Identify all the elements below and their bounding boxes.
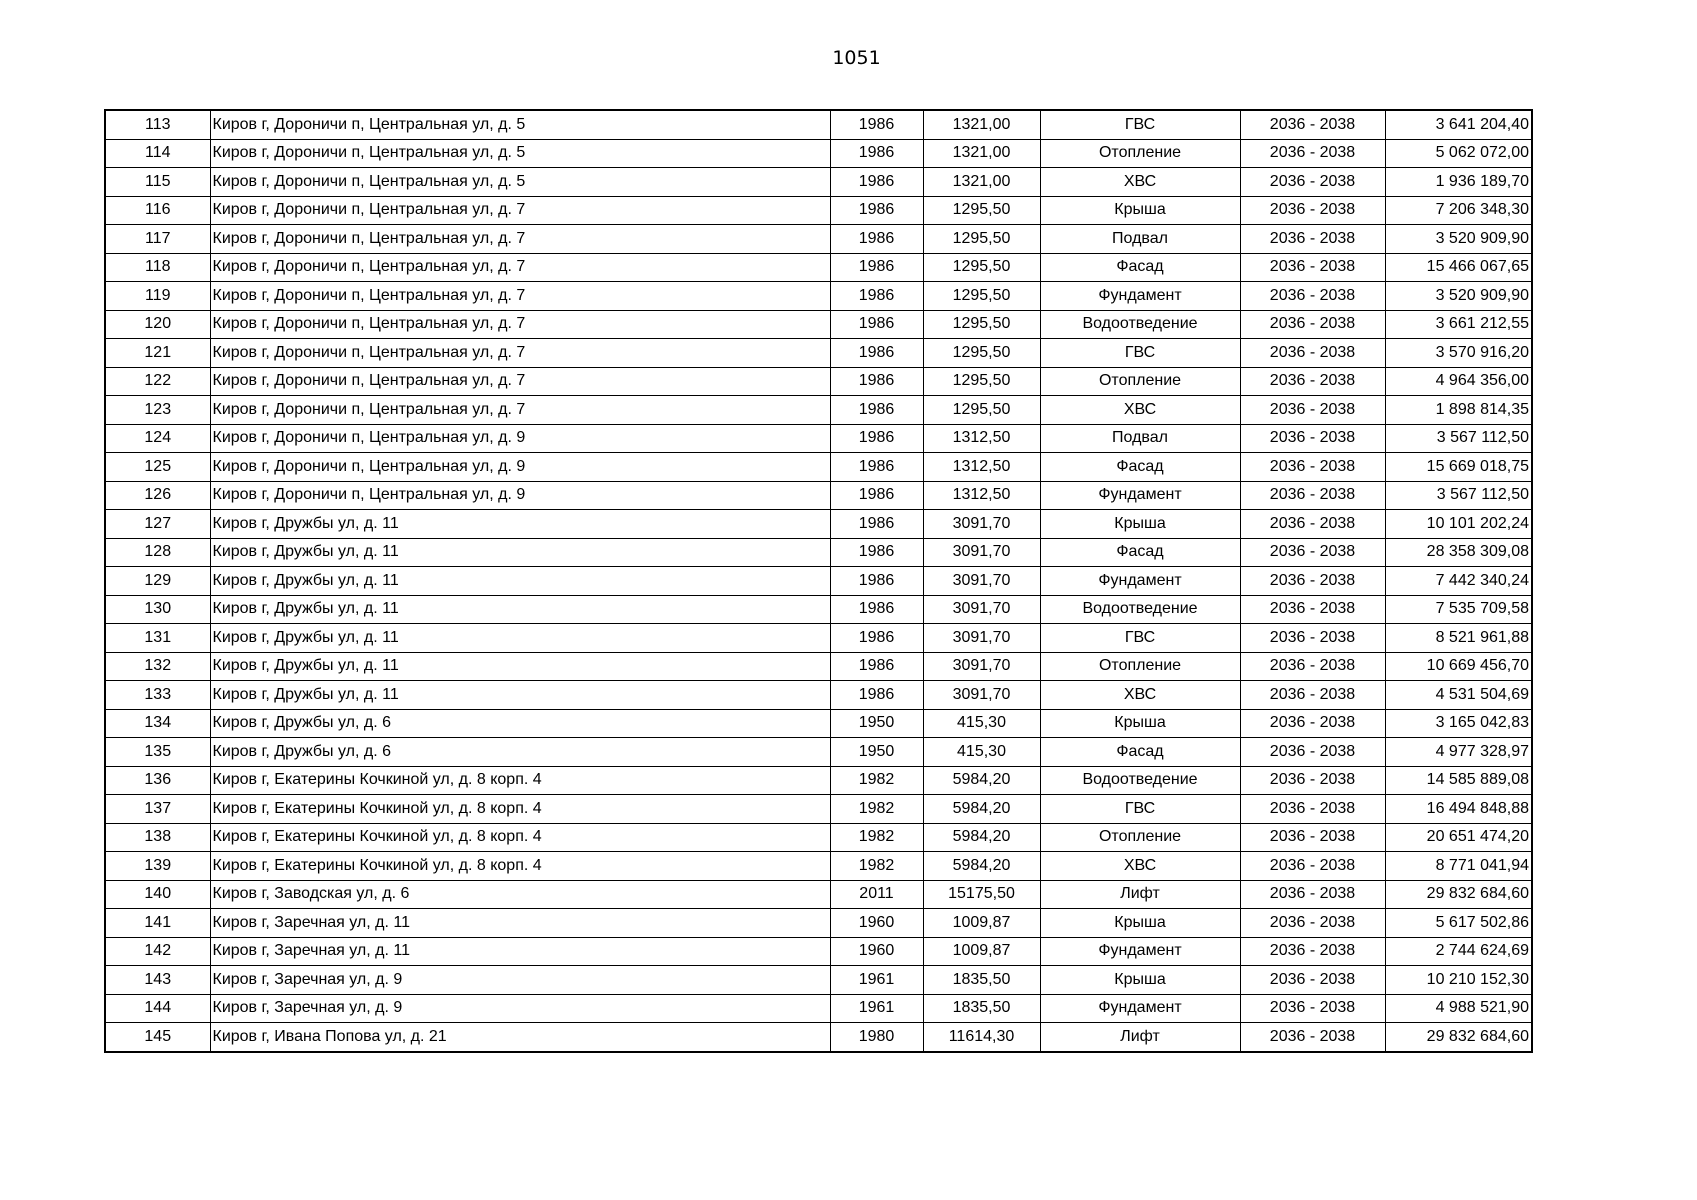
cost-cell: 4 977 328,97 [1385, 738, 1532, 767]
build-year-cell: 1986 [830, 624, 923, 653]
row-number-cell: 141 [105, 909, 210, 938]
area-cell: 1835,50 [923, 994, 1040, 1023]
area-cell: 5984,20 [923, 852, 1040, 881]
row-number-cell: 127 [105, 510, 210, 539]
period-cell: 2036 - 2038 [1240, 310, 1385, 339]
address-cell: Киров г, Заречная ул, д. 11 [210, 937, 830, 966]
work-type-cell: Фундамент [1040, 937, 1240, 966]
period-cell: 2036 - 2038 [1240, 909, 1385, 938]
address-cell: Киров г, Екатерины Кочкиной ул, д. 8 корп. 4 [210, 766, 830, 795]
table-body [105, 110, 1532, 1052]
cost-cell: 15 669 018,75 [1385, 453, 1532, 482]
row-number-cell: 119 [105, 282, 210, 311]
period-cell: 2036 - 2038 [1240, 110, 1385, 139]
row-number-cell: 145 [105, 1023, 210, 1052]
work-type-cell: Подвал [1040, 424, 1240, 453]
table-row [105, 909, 1532, 938]
period-cell: 2036 - 2038 [1240, 766, 1385, 795]
period-cell: 2036 - 2038 [1240, 937, 1385, 966]
row-number-cell: 113 [105, 110, 210, 139]
row-number-cell: 116 [105, 196, 210, 225]
cost-cell: 16 494 848,88 [1385, 795, 1532, 824]
address-cell: Киров г, Дороничи п, Центральная ул, д. 9 [210, 481, 830, 510]
build-year-cell: 1986 [830, 225, 923, 254]
work-type-cell: Крыша [1040, 966, 1240, 995]
table-row [105, 538, 1532, 567]
cost-cell: 10 669 456,70 [1385, 652, 1532, 681]
address-cell: Киров г, Екатерины Кочкиной ул, д. 8 корп. 4 [210, 852, 830, 881]
area-cell: 1295,50 [923, 253, 1040, 282]
cost-cell: 7 535 709,58 [1385, 595, 1532, 624]
table-row [105, 225, 1532, 254]
area-cell: 1312,50 [923, 453, 1040, 482]
build-year-cell: 1986 [830, 681, 923, 710]
build-year-cell: 1986 [830, 538, 923, 567]
period-cell: 2036 - 2038 [1240, 595, 1385, 624]
table-row [105, 652, 1532, 681]
area-cell: 5984,20 [923, 823, 1040, 852]
row-number-cell: 133 [105, 681, 210, 710]
address-cell: Киров г, Дружбы ул, д. 6 [210, 709, 830, 738]
cost-cell: 28 358 309,08 [1385, 538, 1532, 567]
work-type-cell: ГВС [1040, 795, 1240, 824]
row-number-cell: 138 [105, 823, 210, 852]
table-row [105, 880, 1532, 909]
address-cell: Киров г, Дороничи п, Центральная ул, д. 7 [210, 282, 830, 311]
table-row [105, 795, 1532, 824]
cost-cell: 29 832 684,60 [1385, 1023, 1532, 1052]
cost-cell: 1 936 189,70 [1385, 168, 1532, 197]
address-cell: Киров г, Дороничи п, Центральная ул, д. 5 [210, 110, 830, 139]
area-cell: 1295,50 [923, 225, 1040, 254]
build-year-cell: 1986 [830, 139, 923, 168]
cost-cell: 3 567 112,50 [1385, 481, 1532, 510]
work-type-cell: Подвал [1040, 225, 1240, 254]
period-cell: 2036 - 2038 [1240, 652, 1385, 681]
table-row [105, 196, 1532, 225]
table-row [105, 339, 1532, 368]
row-number-cell: 139 [105, 852, 210, 881]
area-cell: 15175,50 [923, 880, 1040, 909]
area-cell: 1295,50 [923, 196, 1040, 225]
cost-cell: 3 661 212,55 [1385, 310, 1532, 339]
area-cell: 1295,50 [923, 282, 1040, 311]
work-type-cell: ХВС [1040, 168, 1240, 197]
row-number-cell: 120 [105, 310, 210, 339]
address-cell: Киров г, Заречная ул, д. 11 [210, 909, 830, 938]
area-cell: 1312,50 [923, 481, 1040, 510]
build-year-cell: 1950 [830, 709, 923, 738]
row-number-cell: 124 [105, 424, 210, 453]
area-cell: 11614,30 [923, 1023, 1040, 1052]
cost-cell: 3 641 204,40 [1385, 110, 1532, 139]
period-cell: 2036 - 2038 [1240, 253, 1385, 282]
row-number-cell: 136 [105, 766, 210, 795]
build-year-cell: 1986 [830, 652, 923, 681]
address-cell: Киров г, Дружбы ул, д. 11 [210, 681, 830, 710]
address-cell: Киров г, Дороничи п, Центральная ул, д. 7 [210, 367, 830, 396]
table-row [105, 139, 1532, 168]
table-row [105, 481, 1532, 510]
cost-cell: 8 521 961,88 [1385, 624, 1532, 653]
build-year-cell: 1960 [830, 909, 923, 938]
period-cell: 2036 - 2038 [1240, 966, 1385, 995]
work-type-cell: ГВС [1040, 110, 1240, 139]
area-cell: 1312,50 [923, 424, 1040, 453]
work-type-cell: Крыша [1040, 510, 1240, 539]
address-cell: Киров г, Дороничи п, Центральная ул, д. 7 [210, 396, 830, 425]
area-cell: 3091,70 [923, 652, 1040, 681]
build-year-cell: 1986 [830, 110, 923, 139]
address-cell: Киров г, Екатерины Кочкиной ул, д. 8 корп. 4 [210, 823, 830, 852]
table-row [105, 852, 1532, 881]
area-cell: 1009,87 [923, 909, 1040, 938]
address-cell: Киров г, Дружбы ул, д. 11 [210, 538, 830, 567]
table-row [105, 994, 1532, 1023]
period-cell: 2036 - 2038 [1240, 795, 1385, 824]
work-type-cell: Фундамент [1040, 994, 1240, 1023]
build-year-cell: 1986 [830, 481, 923, 510]
cost-cell: 7 206 348,30 [1385, 196, 1532, 225]
cost-cell: 14 585 889,08 [1385, 766, 1532, 795]
area-cell: 5984,20 [923, 795, 1040, 824]
row-number-cell: 132 [105, 652, 210, 681]
row-number-cell: 142 [105, 937, 210, 966]
work-type-cell: Крыша [1040, 196, 1240, 225]
period-cell: 2036 - 2038 [1240, 196, 1385, 225]
work-type-cell: Крыша [1040, 709, 1240, 738]
table-row [105, 681, 1532, 710]
period-cell: 2036 - 2038 [1240, 396, 1385, 425]
row-number-cell: 123 [105, 396, 210, 425]
address-cell: Киров г, Дороничи п, Центральная ул, д. 7 [210, 225, 830, 254]
row-number-cell: 134 [105, 709, 210, 738]
table-row [105, 367, 1532, 396]
table-row [105, 1023, 1532, 1052]
period-cell: 2036 - 2038 [1240, 709, 1385, 738]
row-number-cell: 135 [105, 738, 210, 767]
area-cell: 1295,50 [923, 367, 1040, 396]
work-type-cell: ХВС [1040, 681, 1240, 710]
period-cell: 2036 - 2038 [1240, 168, 1385, 197]
build-year-cell: 1982 [830, 766, 923, 795]
page-number: 1051 [832, 47, 881, 69]
table-row [105, 110, 1532, 139]
area-cell: 1835,50 [923, 966, 1040, 995]
build-year-cell: 1982 [830, 795, 923, 824]
cost-cell: 29 832 684,60 [1385, 880, 1532, 909]
period-cell: 2036 - 2038 [1240, 994, 1385, 1023]
table-row [105, 396, 1532, 425]
address-cell: Киров г, Дружбы ул, д. 11 [210, 624, 830, 653]
build-year-cell: 1986 [830, 282, 923, 311]
work-type-cell: Крыша [1040, 909, 1240, 938]
build-year-cell: 1986 [830, 510, 923, 539]
table-row [105, 282, 1532, 311]
row-number-cell: 131 [105, 624, 210, 653]
work-type-cell: Фундамент [1040, 282, 1240, 311]
build-year-cell: 1986 [830, 168, 923, 197]
table-row [105, 766, 1532, 795]
build-year-cell: 1960 [830, 937, 923, 966]
period-cell: 2036 - 2038 [1240, 453, 1385, 482]
table-row [105, 738, 1532, 767]
table-row [105, 823, 1532, 852]
address-cell: Киров г, Дружбы ул, д. 11 [210, 567, 830, 596]
area-cell: 1009,87 [923, 937, 1040, 966]
area-cell: 1295,50 [923, 396, 1040, 425]
cost-cell: 5 617 502,86 [1385, 909, 1532, 938]
row-number-cell: 137 [105, 795, 210, 824]
cost-cell: 3 570 916,20 [1385, 339, 1532, 368]
address-cell: Киров г, Дороничи п, Центральная ул, д. 5 [210, 139, 830, 168]
period-cell: 2036 - 2038 [1240, 139, 1385, 168]
row-number-cell: 122 [105, 367, 210, 396]
cost-cell: 4 964 356,00 [1385, 367, 1532, 396]
table-row [105, 937, 1532, 966]
row-number-cell: 115 [105, 168, 210, 197]
build-year-cell: 1980 [830, 1023, 923, 1052]
build-year-cell: 2011 [830, 880, 923, 909]
address-cell: Киров г, Дороничи п, Центральная ул, д. 7 [210, 253, 830, 282]
row-number-cell: 143 [105, 966, 210, 995]
build-year-cell: 1986 [830, 196, 923, 225]
work-type-cell: Водоотведение [1040, 595, 1240, 624]
period-cell: 2036 - 2038 [1240, 424, 1385, 453]
address-cell: Киров г, Дороничи п, Центральная ул, д. 5 [210, 168, 830, 197]
table-row [105, 624, 1532, 653]
area-cell: 415,30 [923, 738, 1040, 767]
build-year-cell: 1986 [830, 595, 923, 624]
area-cell: 1321,00 [923, 139, 1040, 168]
work-type-cell: Отопление [1040, 139, 1240, 168]
address-cell: Киров г, Дружбы ул, д. 11 [210, 595, 830, 624]
address-cell: Киров г, Дороничи п, Центральная ул, д. 7 [210, 339, 830, 368]
build-year-cell: 1986 [830, 367, 923, 396]
period-cell: 2036 - 2038 [1240, 282, 1385, 311]
work-type-cell: Фасад [1040, 538, 1240, 567]
address-cell: Киров г, Дружбы ул, д. 11 [210, 510, 830, 539]
area-cell: 3091,70 [923, 681, 1040, 710]
build-year-cell: 1961 [830, 966, 923, 995]
area-cell: 1295,50 [923, 339, 1040, 368]
address-cell: Киров г, Дороничи п, Центральная ул, д. 9 [210, 453, 830, 482]
period-cell: 2036 - 2038 [1240, 738, 1385, 767]
work-type-cell: ХВС [1040, 852, 1240, 881]
cost-cell: 10 101 202,24 [1385, 510, 1532, 539]
work-type-cell: Фундамент [1040, 481, 1240, 510]
area-cell: 3091,70 [923, 510, 1040, 539]
work-type-cell: Фундамент [1040, 567, 1240, 596]
period-cell: 2036 - 2038 [1240, 1023, 1385, 1052]
cost-cell: 5 062 072,00 [1385, 139, 1532, 168]
area-cell: 3091,70 [923, 595, 1040, 624]
work-type-cell: ГВС [1040, 624, 1240, 653]
work-type-cell: Отопление [1040, 823, 1240, 852]
period-cell: 2036 - 2038 [1240, 225, 1385, 254]
period-cell: 2036 - 2038 [1240, 624, 1385, 653]
period-cell: 2036 - 2038 [1240, 681, 1385, 710]
period-cell: 2036 - 2038 [1240, 852, 1385, 881]
work-type-cell: Лифт [1040, 1023, 1240, 1052]
address-cell: Киров г, Дороничи п, Центральная ул, д. 9 [210, 424, 830, 453]
row-number-cell: 118 [105, 253, 210, 282]
area-cell: 1321,00 [923, 110, 1040, 139]
area-cell: 3091,70 [923, 624, 1040, 653]
cost-cell: 3 567 112,50 [1385, 424, 1532, 453]
cost-cell: 3 520 909,90 [1385, 282, 1532, 311]
address-cell: Киров г, Заводская ул, д. 6 [210, 880, 830, 909]
area-cell: 1321,00 [923, 168, 1040, 197]
area-cell: 3091,70 [923, 538, 1040, 567]
cost-cell: 7 442 340,24 [1385, 567, 1532, 596]
build-year-cell: 1986 [830, 567, 923, 596]
work-type-cell: Фасад [1040, 453, 1240, 482]
table-row [105, 595, 1532, 624]
work-type-cell: Фасад [1040, 253, 1240, 282]
period-cell: 2036 - 2038 [1240, 339, 1385, 368]
area-cell: 415,30 [923, 709, 1040, 738]
area-cell: 1295,50 [923, 310, 1040, 339]
build-year-cell: 1986 [830, 253, 923, 282]
work-type-cell: Отопление [1040, 367, 1240, 396]
address-cell: Киров г, Заречная ул, д. 9 [210, 966, 830, 995]
row-number-cell: 125 [105, 453, 210, 482]
table-row [105, 966, 1532, 995]
row-number-cell: 117 [105, 225, 210, 254]
row-number-cell: 128 [105, 538, 210, 567]
period-cell: 2036 - 2038 [1240, 880, 1385, 909]
address-cell: Киров г, Дружбы ул, д. 6 [210, 738, 830, 767]
cost-cell: 3 165 042,83 [1385, 709, 1532, 738]
address-cell: Киров г, Дороничи п, Центральная ул, д. 7 [210, 310, 830, 339]
build-year-cell: 1986 [830, 339, 923, 368]
table-row [105, 453, 1532, 482]
row-number-cell: 140 [105, 880, 210, 909]
work-type-cell: Фасад [1040, 738, 1240, 767]
period-cell: 2036 - 2038 [1240, 538, 1385, 567]
build-year-cell: 1986 [830, 310, 923, 339]
work-type-cell: ГВС [1040, 339, 1240, 368]
row-number-cell: 130 [105, 595, 210, 624]
row-number-cell: 144 [105, 994, 210, 1023]
work-type-cell: ХВС [1040, 396, 1240, 425]
table-row [105, 709, 1532, 738]
build-year-cell: 1986 [830, 396, 923, 425]
build-year-cell: 1986 [830, 453, 923, 482]
table-row [105, 510, 1532, 539]
cost-cell: 2 744 624,69 [1385, 937, 1532, 966]
period-cell: 2036 - 2038 [1240, 481, 1385, 510]
row-number-cell: 114 [105, 139, 210, 168]
cost-cell: 10 210 152,30 [1385, 966, 1532, 995]
cost-cell: 1 898 814,35 [1385, 396, 1532, 425]
cost-cell: 15 466 067,65 [1385, 253, 1532, 282]
build-year-cell: 1950 [830, 738, 923, 767]
cost-cell: 3 520 909,90 [1385, 225, 1532, 254]
table-row [105, 567, 1532, 596]
address-cell: Киров г, Екатерины Кочкиной ул, д. 8 корп. 4 [210, 795, 830, 824]
row-number-cell: 121 [105, 339, 210, 368]
repair-schedule-table [104, 109, 1533, 1053]
table-row [105, 424, 1532, 453]
work-type-cell: Водоотведение [1040, 310, 1240, 339]
cost-cell: 4 988 521,90 [1385, 994, 1532, 1023]
table-row [105, 310, 1532, 339]
address-cell: Киров г, Заречная ул, д. 9 [210, 994, 830, 1023]
work-type-cell: Отопление [1040, 652, 1240, 681]
cost-cell: 20 651 474,20 [1385, 823, 1532, 852]
period-cell: 2036 - 2038 [1240, 567, 1385, 596]
area-cell: 5984,20 [923, 766, 1040, 795]
table-row [105, 253, 1532, 282]
table-row [105, 168, 1532, 197]
period-cell: 2036 - 2038 [1240, 823, 1385, 852]
row-number-cell: 126 [105, 481, 210, 510]
build-year-cell: 1961 [830, 994, 923, 1023]
build-year-cell: 1986 [830, 424, 923, 453]
work-type-cell: Водоотведение [1040, 766, 1240, 795]
period-cell: 2036 - 2038 [1240, 510, 1385, 539]
address-cell: Киров г, Дружбы ул, д. 11 [210, 652, 830, 681]
work-type-cell: Лифт [1040, 880, 1240, 909]
row-number-cell: 129 [105, 567, 210, 596]
address-cell: Киров г, Ивана Попова ул, д. 21 [210, 1023, 830, 1052]
area-cell: 3091,70 [923, 567, 1040, 596]
cost-cell: 8 771 041,94 [1385, 852, 1532, 881]
build-year-cell: 1982 [830, 823, 923, 852]
build-year-cell: 1982 [830, 852, 923, 881]
address-cell: Киров г, Дороничи п, Центральная ул, д. 7 [210, 196, 830, 225]
cost-cell: 4 531 504,69 [1385, 681, 1532, 710]
period-cell: 2036 - 2038 [1240, 367, 1385, 396]
